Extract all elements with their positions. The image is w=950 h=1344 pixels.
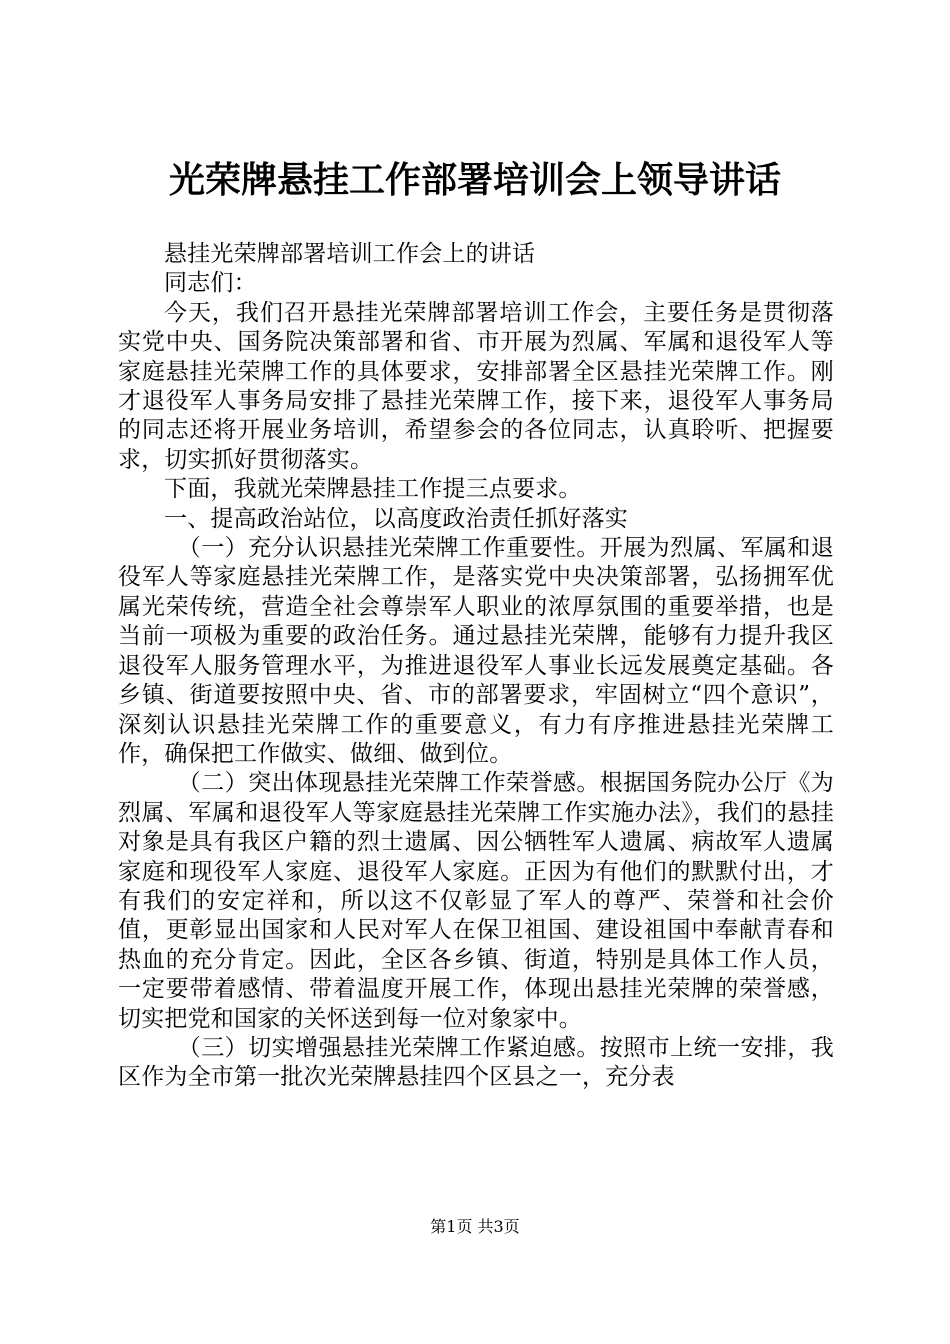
paragraph-point-3: （三）切实增强悬挂光荣牌工作紧迫感。按照市上统一安排，我区作为全市第一批次光荣牌悬挂四个区县之一，充分表 — [118, 1034, 834, 1091]
paragraph-requirements-lead: 下面，我就光荣牌悬挂工作提三点要求。 — [164, 476, 582, 503]
paragraph-point-2: （二）突出体现悬挂光荣牌工作荣誉感。根据国务院办公厅《为烈属、军属和退役军人等家庭悬挂光荣牌工作实施办法》，我们的悬挂对象是具有我区户籍的烈士遗属、因公牺牲军人遗属、病故军人遗属家庭和现役军人家庭、退役军人家庭。正因为有他们的默默付出，才有我们的安定祥和，所以这不仅彰显了军人的尊严、荣誉和社会价值，更彰显出国家和人民对军人在保卫祖国、建设祖国中奉献青春和热血的充分肯定。因此，全区各乡镇、街道，特别是具体工作人员，一定要带着感情、带着温度开展工作，体现出悬挂光荣牌的荣誉感，切实把党和国家的关怀送到每一位对象家中。 — [118, 770, 834, 1032]
page-number-footer: 第1页 共3页 — [430, 1217, 520, 1236]
section-heading-1: 一、提高政治站位，以高度政治责任抓好落实 — [164, 505, 628, 532]
paragraph-salutation: 同志们： — [164, 270, 257, 297]
document-body — [118, 240, 834, 1093]
paragraph-point-1: （一）充分认识悬挂光荣牌工作重要性。开展为烈属、军属和退役军人等家庭悬挂光荣牌工作，是落实党中央决策部署，弘扬拥军优属光荣传统，营造全社会尊崇军人职业的浓厚氛围的重要举措，也是当前一项极为重要的政治任务。通过悬挂光荣牌，能够有力提升我区退役军人服务管理水平，为推进退役军人事业长远发展奠定基础。各乡镇、街道要按照中央、省、市的部署要求，牢固树立“四个意识”，深刻认识悬挂光荣牌工作的重要意义，有力有序推进悬挂光荣牌工作，确保把工作做实、做细、做到位。 — [118, 535, 834, 767]
document-title: 光荣牌悬挂工作部署培训会上领导讲话 — [168, 160, 781, 201]
paragraph-subtitle: 悬挂光荣牌部署培训工作会上的讲话 — [164, 241, 536, 267]
paragraph-intro: 今天，我们召开悬挂光荣牌部署培训工作会，主要任务是贯彻落实党中央、国务院决策部署和省、市开展为烈属、军属和退役军人等家庭悬挂光荣牌工作的具体要求，安排部署全区悬挂光荣牌工作。刚才退役军人事务局安排了悬挂光荣牌工作，接下来，退役军人事务局的同志还将开展业务培训，希望参会的各位同志，认真聆听、把握要求，切实抓好贯彻落实。 — [118, 299, 834, 473]
